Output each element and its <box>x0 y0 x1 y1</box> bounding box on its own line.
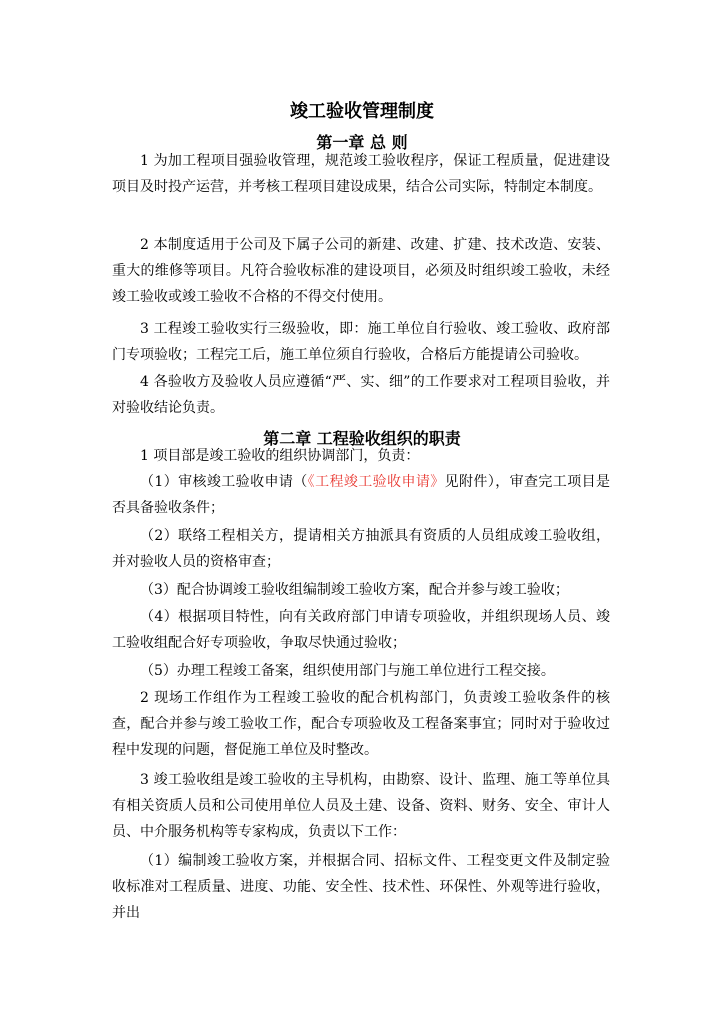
chapter-1-paragraph-3: 3 工程竣工验收实行三级验收，即：施工单位自行验收、竣工验收、政府部门专项验收；工程完工后，施工单位须自行验收，合格后方能提请公司验收。 <box>112 321 610 363</box>
chapter-2-item-4: （4）根据项目特性，向有关政府部门申请专项验收，并组织现场人员、竣工验收组配合好专项验收，争取尽快通过验收； <box>112 609 610 651</box>
chapter-2-paragraph-1: 1 项目部是竣工验收的组织协调部门，负责： <box>140 448 420 464</box>
acceptance-application-link[interactable]: 《工程竣工验收申请》 <box>307 474 445 490</box>
chapter-2-item-3: （3）配合协调竣工验收组编制竣工验收方案，配合并参与竣工验收； <box>140 582 569 598</box>
chapter-1-heading: 第一章 总 则 <box>316 133 408 152</box>
chapter-1-paragraph-2: 2 本制度适用于公司及下属子公司的新建、改建、扩建、技术改造、安装、重大的维修等项目。凡符合验收标准的建设项目，必须及时组织竣工验收，未经竣工验收或竣工验收不合格的不得交付使用。 <box>112 237 610 305</box>
chapter-2-heading: 第二章 工程验收组织的职责 <box>263 429 461 448</box>
item-1-text-before: （1）审核竣工验收申请（ <box>140 474 308 490</box>
chapter-2-item-5: （5）办理工程竣工备案，组织使用部门与施工单位进行工程交接。 <box>140 663 555 679</box>
chapter-1-paragraph-4: 4 各验收方及验收人员应遵循“严、实、细”的工作要求对工程项目验收，并对验收结论负责。 <box>112 374 610 416</box>
chapter-1-paragraph-1: 1 为加工程项目强验收管理，规范竣工验收程序，保证工程质量，促进建设项目及时投产运营，并考核工程项目建设成果，结合公司实际，特制定本制度。 <box>112 153 610 195</box>
document-title: 竣工验收管理制度 <box>290 101 434 122</box>
item-1-text-after: 见附件），审查完工项目是否具备验收条件； <box>112 474 610 516</box>
chapter-2-paragraph-3-item-1: （1）编制竣工验收方案，并根据合同、招标文件、工程变更文件及制定验收标准对工程质量、进度、功能、安全性、技术性、环保性、外观等进行验收，并出 <box>112 853 610 921</box>
chapter-2-paragraph-2: 2 现场工作组作为工程竣工验收的配合机构部门，负责竣工验收条件的核查，配合并参与竣工验收工作，配合专项验收及工程备案事宜；同时对于验收过程中发现的问题，督促施工单位及时整改。 <box>112 690 610 758</box>
chapter-2-item-2: （2）联络工程相关方，提请相关方抽派具有资质的人员组成竣工验收组，并对验收人员的资格审查； <box>112 528 610 570</box>
chapter-2-paragraph-3: 3 竣工验收组是竣工验收的主导机构，由勘察、设计、监理、施工等单位具有相关资质人员和公司使用单位人员及土建、设备、资料、财务、安全、审计人员、中介服务机构等专家构成，负责以下工作： <box>112 772 610 840</box>
chapter-2-item-1 <box>112 469 610 521</box>
